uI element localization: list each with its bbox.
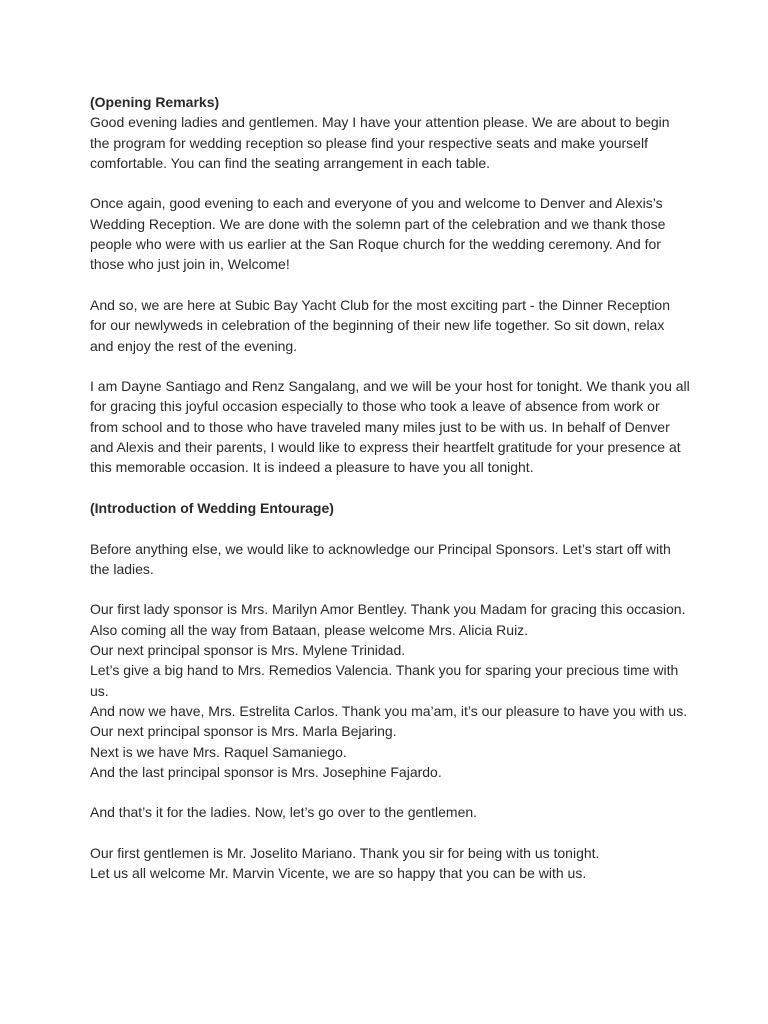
- lady-sponsor-line: Also coming all the way from Bataan, please welcome Mrs. Alicia Ruiz.: [90, 621, 529, 638]
- gentleman-sponsor-line: Our first gentlemen is Mr. Joselito Mariano. Thank you sir for being with us tonight.: [90, 844, 600, 861]
- lady-sponsors-list: [90, 599, 690, 782]
- gentlemen-sponsors-list: [90, 843, 690, 884]
- paragraph-venue: And so, we are here at Subic Bay Yacht Club for the most exciting part - the Dinner Reception for our newlyweds in celebration of the beginning of their new life together. So sit down, relax and enjoy the rest of the evening.: [90, 296, 671, 354]
- lady-sponsor-line: And now we have, Mrs. Estrelita Carlos. Thank you ma’am, it’s our pleasure to have you with us.: [90, 702, 688, 719]
- entourage-heading: (Introduction of Wedding Entourage): [90, 499, 334, 516]
- lady-sponsor-line: Our first lady sponsor is Mrs. Marilyn Amor Bentley. Thank you Madam for gracing this occasion.: [90, 601, 686, 618]
- opening-remarks-heading: (Opening Remarks): [90, 94, 220, 110]
- paragraph-welcome: Good evening ladies and gentlemen. May I have your attention please. We are about to begin the program for wedding reception so please find your respective seats and make yourself comfortable. You can find the seating arrangement in each table.: [90, 114, 670, 171]
- paragraph-ladies-done: And that’s it for the ladies. Now, let’s go over to the gentlemen.: [90, 804, 478, 821]
- document-body: [90, 92, 690, 904]
- opening-section: [90, 92, 690, 173]
- paragraph-acknowledge-sponsors: Before anything else, we would like to acknowledge our Principal Sponsors. Let’s start off with the ladies.: [90, 540, 671, 577]
- lady-sponsor-line: Next is we have Mrs. Raquel Samaniego.: [90, 743, 347, 760]
- lady-sponsor-line: Our next principal sponsor is Mrs. Mylene Trinidad.: [90, 642, 406, 659]
- lady-sponsor-line: And the last principal sponsor is Mrs. Josephine Fajardo.: [90, 763, 442, 780]
- paragraph-good-evening-again: Once again, good evening to each and everyone of you and welcome to Denver and Alexis’s Wedding Reception. We are done with the solemn part of the celebration and we thank those people who were with us earlier at the San Roque church for the wedding ceremony. And for those who just join in, Welcome!: [90, 195, 666, 273]
- lady-sponsor-line: Let’s give a big hand to Mrs. Remedios Valencia. Thank you for sparing your precious time with us.: [90, 662, 679, 699]
- paragraph-hosts: I am Dayne Santiago and Renz Sangalang, and we will be your host for tonight. We thank you all for gracing this joyful occasion especially to those who took a leave of absence from work or from school and to those who have traveled many miles just to be with us. In behalf of Denver and Alexis and their parents, I would like to express their heartfelt gratitude for your presence at this memorable occasion. It is indeed a pleasure to have you all tonight.: [90, 378, 690, 476]
- lady-sponsor-line: Our next principal sponsor is Mrs. Marla Bejaring.: [90, 723, 397, 740]
- gentleman-sponsor-line: Let us all welcome Mr. Marvin Vicente, we are so happy that you can be with us.: [90, 865, 587, 882]
